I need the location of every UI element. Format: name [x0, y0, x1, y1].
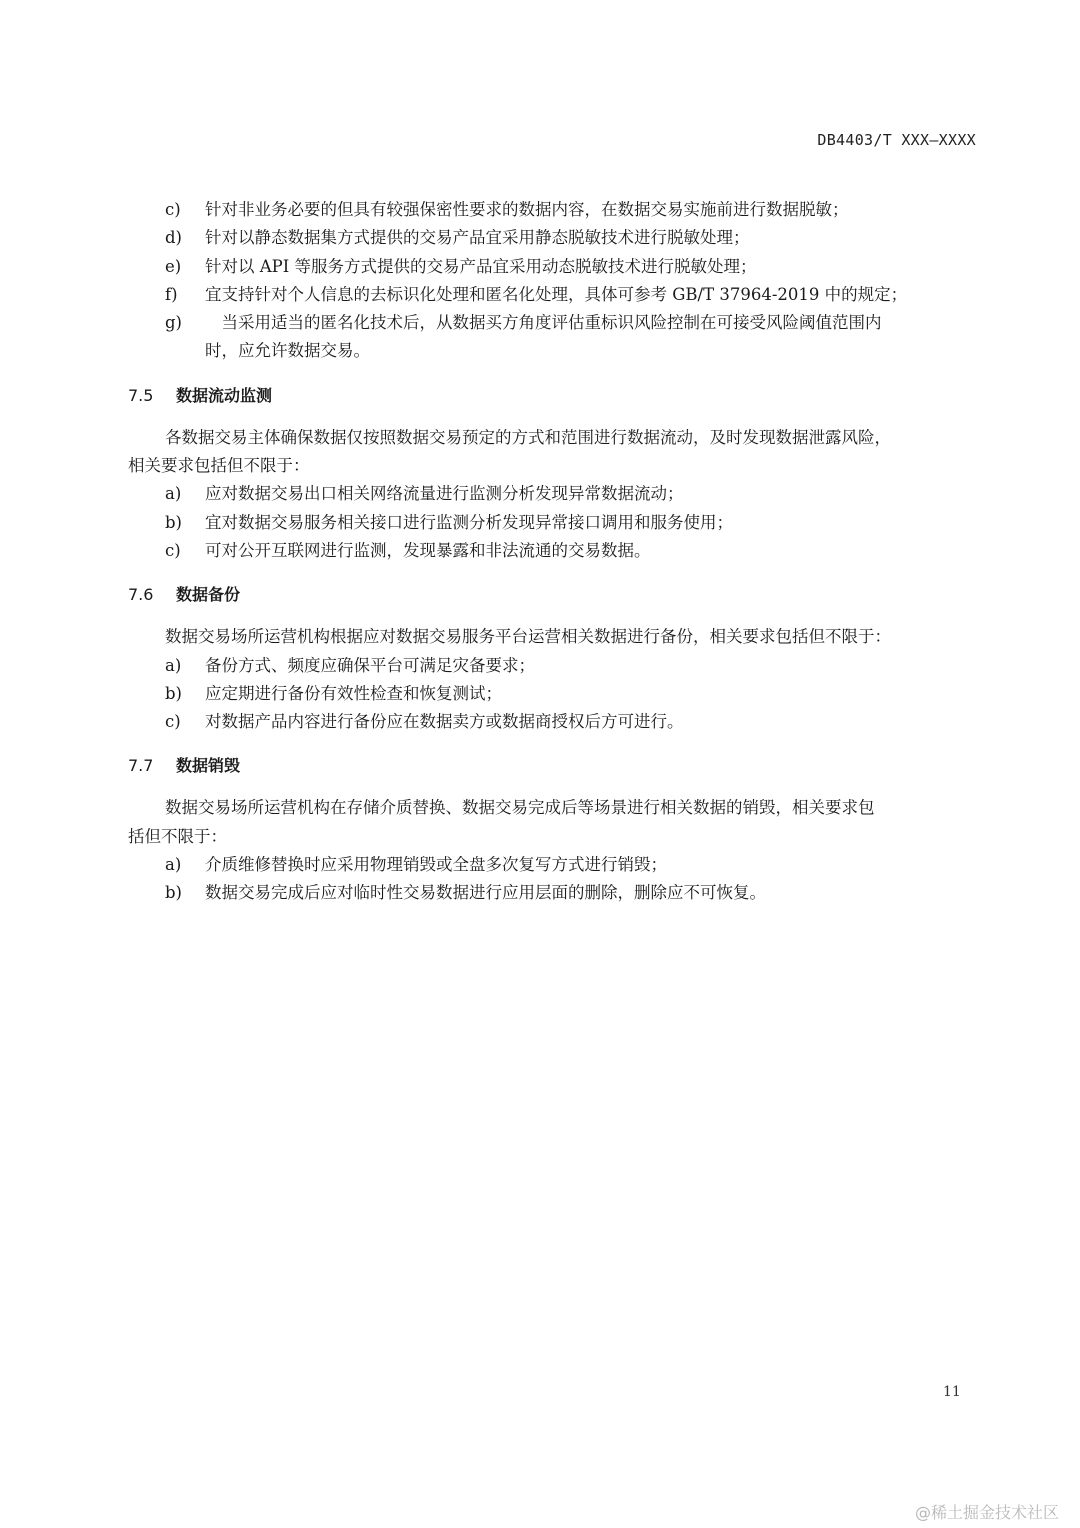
list-item: [128, 879, 988, 907]
list-item: [128, 253, 988, 281]
list-text: 当采用适当的匿名化技术后，从数据买方角度评估重标识风险控制在可接受风险阈值范围内: [205, 313, 882, 333]
section-number: 7.5: [128, 385, 154, 405]
section-number: 7.6: [128, 585, 154, 605]
list-item: [128, 509, 988, 537]
list-text: 数据交易完成后应对临时性交易数据进行应用层面的删除，删除应不可恢复。: [205, 883, 766, 903]
standard-code-header: DB4403/T XXX—XXXX: [817, 131, 976, 149]
list-text: 宜对数据交易服务相关接口进行监测分析发现异常接口调用和服务使用；: [205, 512, 733, 532]
list-text: 介质维修替换时应采用物理销毁或全盘多次复写方式进行销毁；: [205, 855, 667, 875]
list-item: [128, 851, 988, 879]
list-marker: b): [165, 512, 182, 532]
section-7-5: [128, 382, 988, 565]
list-item: [128, 196, 988, 224]
section-intro: [128, 794, 988, 822]
section-intro: [128, 424, 988, 452]
list-text: 针对以静态数据集方式提供的交易产品宜采用静态脱敏技术进行脱敏处理；: [205, 228, 750, 248]
intro-line: 相关要求包括但不限于：: [128, 456, 310, 476]
list-text: 对数据产品内容进行备份应在数据卖方或数据商授权后方可进行。: [205, 712, 684, 732]
intro-line: 数据交易场所运营机构在存储介质替换、数据交易完成后等场景进行相关数据的销毁，相关要求包: [165, 798, 875, 818]
list-marker: c): [165, 200, 181, 219]
list-item: [128, 652, 988, 680]
list-marker: e): [165, 256, 182, 276]
section-number: 7.7: [128, 756, 154, 776]
list-text: 可对公开互联网进行监测，发现暴露和非法流通的交易数据。: [205, 540, 651, 560]
list-text-continuation: 时，应允许数据交易。: [205, 341, 370, 361]
list-text: 备份方式、频度应确保平台可满足灾备要求；: [205, 655, 535, 675]
intro-line: 各数据交易主体确保数据仅按照数据交易预定的方式和范围进行数据流动，及时发现数据泄露风险，: [165, 427, 891, 447]
list-marker: b): [165, 683, 182, 703]
section-intro: [128, 623, 988, 651]
list-marker: a): [165, 855, 182, 875]
list-marker: a): [165, 484, 182, 504]
page-number: 11: [943, 1384, 961, 1400]
list-marker: b): [165, 883, 182, 903]
list-item: [128, 480, 988, 508]
intro-line: 括但不限于：: [128, 826, 227, 846]
list-marker: c): [165, 540, 181, 560]
list-item: [128, 708, 988, 736]
list-text: 应对数据交易出口相关网络流量进行监测分析发现异常数据流动；: [205, 484, 684, 504]
list-item: [128, 309, 988, 366]
list-item: [128, 224, 988, 252]
list-marker: d): [165, 228, 182, 248]
watermark: @稀土掘金技术社区: [915, 1503, 1060, 1522]
section-heading: [128, 382, 988, 410]
section-title: 数据备份: [176, 585, 241, 605]
list-item: [128, 537, 988, 565]
section-title: 数据销毁: [176, 756, 241, 776]
list-marker: f): [165, 284, 178, 304]
list-item: [128, 680, 988, 708]
section-7-7: [128, 752, 988, 907]
list-marker: g): [165, 313, 182, 333]
section-heading: [128, 581, 988, 609]
list-marker: a): [165, 655, 182, 675]
intro-list: [128, 196, 988, 366]
document-body: [128, 196, 988, 908]
section-heading: [128, 752, 988, 780]
intro-line: 数据交易场所运营机构根据应对数据交易服务平台运营相关数据进行备份，相关要求包括但不限于：: [165, 627, 891, 647]
section-title: 数据流动监测: [176, 385, 273, 405]
list-text: 宜支持针对个人信息的去标识化处理和匿名化处理，具体可参考 GB/T 37964-2019 中的规定；: [205, 284, 908, 304]
list-text: 应定期进行备份有效性检查和恢复测试；: [205, 683, 502, 703]
section-7-6: [128, 581, 988, 736]
list-text: 针对以 API 等服务方式提供的交易产品宜采用动态脱敏技术进行脱敏处理；: [205, 256, 757, 276]
list-text: 针对非业务必要的但具有较强保密性要求的数据内容，在数据交易实施前进行数据脱敏；: [205, 200, 849, 219]
list-item: [128, 281, 988, 309]
list-marker: c): [165, 712, 181, 732]
